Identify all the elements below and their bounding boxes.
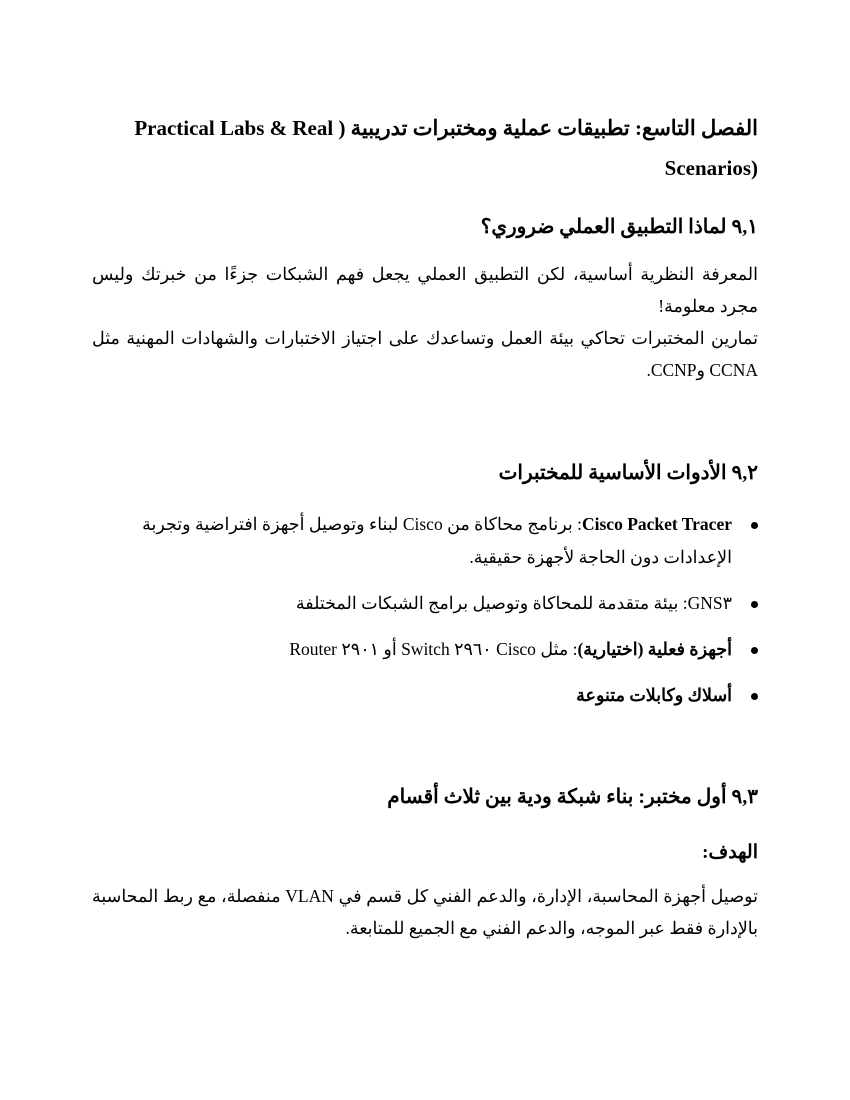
list-item bbox=[92, 587, 732, 620]
tool-description: GNS٣: بيئة متقدمة للمحاكاة وتوصيل برامج الشبكات المختلفة bbox=[295, 593, 732, 613]
tool-name: أجهزة فعلية (اختيارية) bbox=[577, 639, 732, 659]
section-9-1-heading: ٩,١ لماذا التطبيق العملي ضروري؟ bbox=[480, 216, 758, 238]
chapter-title bbox=[92, 108, 758, 188]
tool-description: : مثل Cisco ٢٩٦٠ Switch أو ٢٩٠١ Router bbox=[289, 639, 578, 659]
section-9-3-heading: ٩,٣ أول مختبر: بناء شبكة ودية بين ثلاث أقسام bbox=[387, 786, 758, 808]
tools-list bbox=[92, 508, 758, 712]
tool-description: : برنامج محاكاة من Cisco لبناء وتوصيل أجهزة افتراضية وتجربة الإعدادات دون الحاجة لأجهزة حقيقية. bbox=[142, 514, 732, 567]
section-9-1-paragraph-2: تمارين المختبرات تحاكي بيئة العمل وتساعدك على اجتياز الاختبارات والشهادات المهنية مثل CCNA وCCNP. bbox=[92, 328, 758, 380]
tool-name: Cisco Packet Tracer bbox=[582, 514, 732, 534]
section-9-2-heading: ٩,٢ الأدوات الأساسية للمختبرات bbox=[498, 462, 758, 484]
list-item bbox=[92, 633, 732, 666]
goal-text: توصيل أجهزة المحاسبة، الإدارة، والدعم الفني كل قسم في VLAN منفصلة، مع ربط المحاسبة بالإدارة فقط عبر الموجه، والدعم الفني مع الجميع للمتابعة. bbox=[92, 886, 758, 938]
chapter-title-arabic: الفصل التاسع: تطبيقات عملية ومختبرات تدريبية ( bbox=[338, 116, 758, 140]
list-item bbox=[92, 679, 732, 712]
goal-label: الهدف: bbox=[702, 842, 758, 863]
tool-name: أسلاك وكابلات متنوعة bbox=[576, 685, 732, 705]
list-item bbox=[92, 508, 732, 574]
section-9-1-paragraph-1: المعرفة النظرية أساسية، لكن التطبيق العملي يجعل فهم الشبكات جزءًا من خبرتك وليس مجرد معلومة! bbox=[92, 264, 758, 316]
chapter-title-english: Practical Labs & Real Scenarios) bbox=[134, 116, 758, 180]
